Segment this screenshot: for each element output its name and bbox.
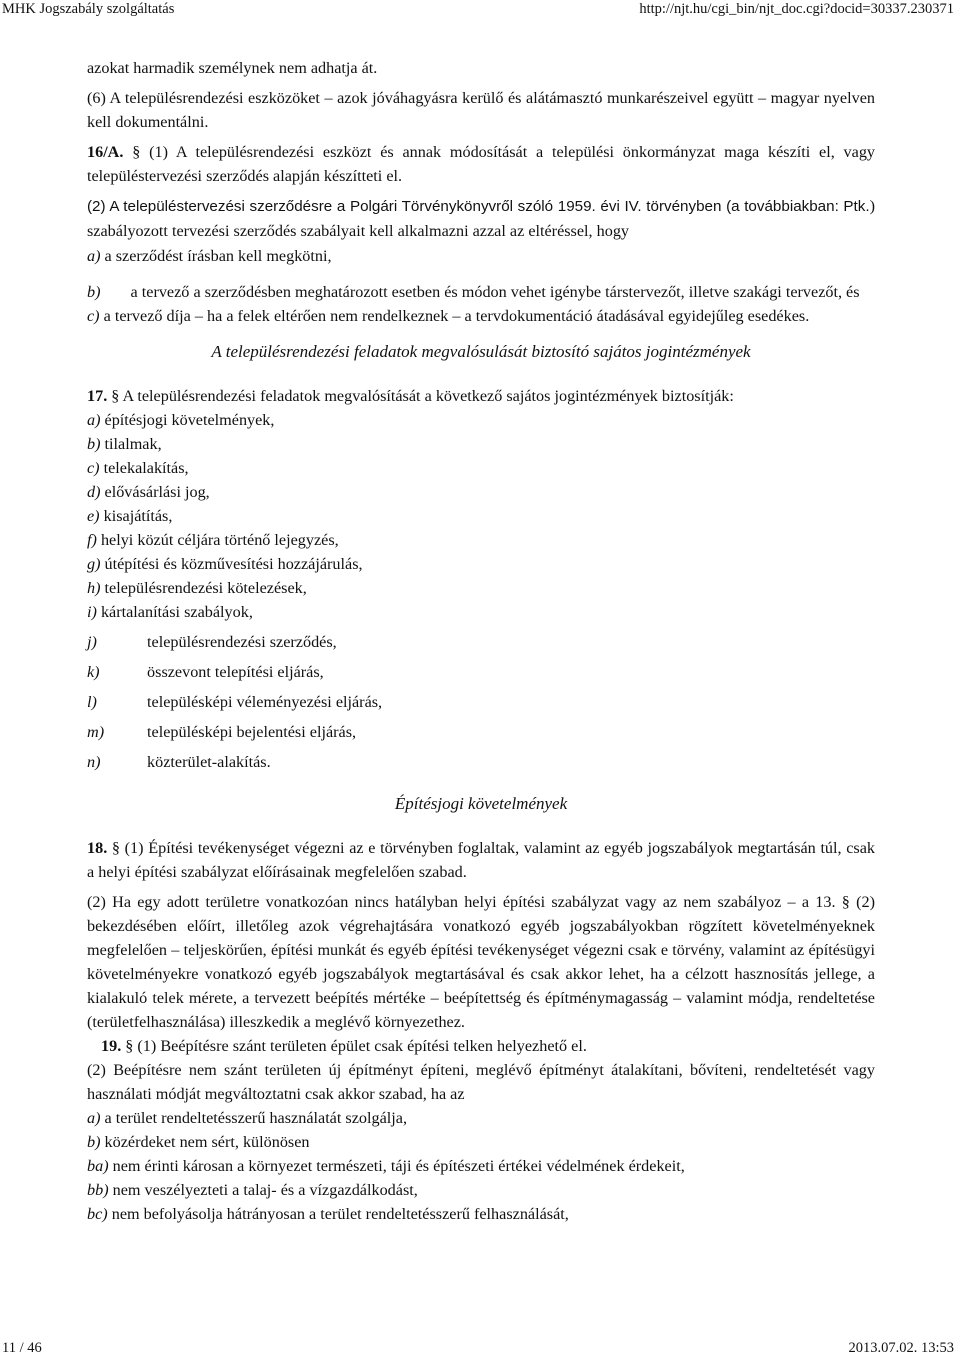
list-item (87, 630, 875, 660)
section-19-para-1 (87, 1034, 875, 1058)
section-17-list (87, 408, 875, 624)
list-text: tilalmak, (104, 435, 162, 453)
list-text: elővásárlási jog, (104, 483, 210, 501)
list-text: településrendezési szerződés, (147, 633, 337, 651)
list-item (87, 600, 875, 624)
list-item (87, 552, 875, 576)
list-label: d) (87, 483, 101, 501)
paragraph-continuation: azokat harmadik személynek nem adhatja át. (87, 59, 378, 77)
header-source-title: MHK Jogszabály szolgáltatás (2, 1, 175, 17)
list-item (87, 304, 875, 328)
list-item (87, 660, 875, 690)
header-url: http://njt.hu/cgi_bin/njt_doc.cgi?docid=30337.230371 (639, 1, 954, 17)
list-label: h) (87, 579, 101, 597)
section-number: 19. (101, 1037, 122, 1055)
section-sign-link[interactable]: § (111, 839, 120, 857)
list-label: l) (87, 693, 97, 711)
list-label: ba) (87, 1157, 109, 1175)
paragraph-6: (6) A településrendezési eszközöket – azok jóváhagyásra kerülő és alátámasztó munkarészeivel együtt – magyar nyelven kell dokumentálni. (87, 89, 875, 131)
page-number: 11 / 46 (2, 1340, 42, 1356)
list-item (87, 456, 875, 480)
list-text: a tervező a szerződésben meghatározott esetben és módon vehet igénybe társtervezőt, illetve szakági tervezőt, és (130, 283, 860, 301)
section-19-text-1: (1) Beépítésre szánt területen épület csak építési telken helyezhető el. (137, 1037, 587, 1055)
list-text: telekalakítás, (103, 459, 189, 477)
list-text: településképi véleményezési eljárás, (147, 693, 383, 711)
section-sign-link[interactable]: § (111, 387, 120, 405)
list-text: nem befolyásolja hátrányosan a terület rendeltetésszerű felhasználását, (111, 1205, 569, 1223)
list-text: településrendezési kötelezések, (104, 579, 307, 597)
list-label: bc) (87, 1205, 108, 1223)
list-text: nem veszélyezteti a talaj- és a vízgazdálkodást, (112, 1181, 418, 1199)
section-16a-para-1 (87, 140, 875, 188)
list-text: nem érinti károsan a környezet természeti, táji és építészeti értékei védelmének érdekeit, (112, 1157, 685, 1175)
list-text: közterület-alakítás. (147, 753, 271, 771)
list-label: i) (87, 603, 97, 621)
list-item (87, 1130, 875, 1154)
list-item (87, 528, 875, 552)
list-label: j) (87, 633, 97, 651)
list-text: a terület rendeltetésszerű használatát szolgálja, (104, 1109, 407, 1127)
section-number: 17. (87, 387, 108, 405)
list-label: f) (87, 531, 97, 549)
list-item (87, 280, 875, 304)
list-item (87, 720, 875, 750)
section-sign-link[interactable]: § (125, 1037, 134, 1055)
list-item (87, 480, 875, 504)
list-label: c) (87, 307, 100, 325)
section-number: 18. (87, 839, 108, 857)
list-text: kisajátítás, (103, 507, 173, 525)
list-label: m) (87, 723, 105, 741)
list-item (87, 1106, 875, 1130)
document-body (87, 56, 875, 1226)
section-16a-para-2 (87, 194, 875, 244)
section-number: 16/A. (87, 143, 124, 161)
list-item (87, 432, 875, 456)
list-item (87, 504, 875, 528)
section-16a-text-2b: ) szabályozott tervezési szerződés szabályait kell alkalmazni azzal az eltéréssel, hogy (87, 197, 875, 240)
list-item (87, 1178, 875, 1202)
section-18-para-2 (87, 890, 875, 1034)
list-label: b) (87, 1133, 101, 1151)
section-sign-link[interactable]: § (132, 143, 141, 161)
list-label: n) (87, 753, 101, 771)
list-label: e) (87, 507, 100, 525)
list-label: g) (87, 555, 101, 573)
list-label: b) (87, 435, 101, 453)
section-18-text-1: (1) Építési tevékenységet végezni az e törvényben foglaltak, valamint az egyéb jogszabályok megtartásán túl, csak a helyi építési szabályzat előírásainak megfelelően szabad. (87, 839, 876, 881)
list-label: a) (87, 411, 101, 429)
section-18-text-2a: (2) Ha egy adott területre vonatkozóan nincs hatályban helyi építési szabályzat vagy az nem szabályoz – a 13. (87, 893, 836, 911)
section-19-para-2: (2) Beépítésre nem szánt területen új építményt építeni, meglévő építményt átalakítani, bővíteni, rendeltetését vagy használati módját megváltoztatni csak akkor szabad, ha az (87, 1061, 875, 1103)
list-item (87, 244, 875, 268)
section-16a-text-1: (1) A településrendezési eszközt és annak módosítását a települési önkormányzat maga készíti el, vagy településtervezési szerződés alapján készítteti el. (87, 143, 876, 185)
list-item (87, 750, 875, 780)
list-label: bb) (87, 1181, 109, 1199)
list-label: c) (87, 459, 100, 477)
list-item (87, 576, 875, 600)
list-text: összevont telepítési eljárás, (147, 663, 324, 681)
list-item (87, 408, 875, 432)
section-17-text: A településrendezési feladatok megvalósítását a következő sajátos jogintézmények biztosítják: (122, 387, 734, 405)
list-item (87, 1154, 875, 1178)
list-text: kártalanítási szabályok, (100, 603, 253, 621)
list-item (87, 690, 875, 720)
list-item (87, 1202, 875, 1226)
list-text: közérdeket nem sért, különösen (104, 1133, 310, 1151)
section-17-list-indented (87, 630, 875, 780)
print-timestamp: 2013.07.02. 13:53 (848, 1340, 954, 1356)
list-text: a szerződést írásban kell megkötni, (104, 247, 332, 265)
list-text: helyi közút céljára történő lejegyzés, (100, 531, 339, 549)
list-label: a) (87, 1109, 101, 1127)
list-text: a tervező díja – ha a felek eltérően nem rendelkeznek – a tervdokumentáció átadásával egyidejűleg esedékes. (103, 307, 810, 325)
section-18-para-1 (87, 836, 875, 884)
section-sign-link[interactable]: § (841, 893, 850, 911)
page-footer (0, 1339, 960, 1357)
section-heading: A településrendezési feladatok megvalósulását biztosító sajátos jogintézmények (211, 342, 751, 361)
section-16a-text-2a: (2) A településtervezési szerződésre a Polgári Törvénykönyvről szóló 1959. évi IV. törvényben (a továbbiakban: Ptk. (87, 198, 870, 215)
section-18-text-2b: (2) bekezdésében előírt, illetőleg azok végrehajtására vonatkozó egyéb jogszabályokban rögzített követelményeknek megfelelően – teljeskörűen, építési munkát és egyéb építési tevékenységet végezni csak e törvény, valamint az építésügyi követelményekre vonatkozó egyéb jogszabályok megtartásával és csak akkor lehet, ha a célzott hasznosítás jellege, a kialakuló telek mérete, a tervezett beépítés mértéke – beépítettség és építménymagasság – valamint módja, rendeltetése (területfelhasználása) illeszkedik a meglévő környezethez. (87, 893, 875, 1031)
section-heading: Építésjogi követelmények (394, 794, 568, 813)
list-text: építésjogi követelmények, (104, 411, 275, 429)
list-label: k) (87, 663, 100, 681)
page-header (0, 0, 960, 18)
list-label: a) (87, 247, 101, 265)
section-17-intro (87, 384, 875, 408)
list-text: útépítési és közművesítési hozzájárulás, (104, 555, 363, 573)
list-label: b) (87, 283, 101, 301)
list-text: településképi bejelentési eljárás, (147, 723, 357, 741)
